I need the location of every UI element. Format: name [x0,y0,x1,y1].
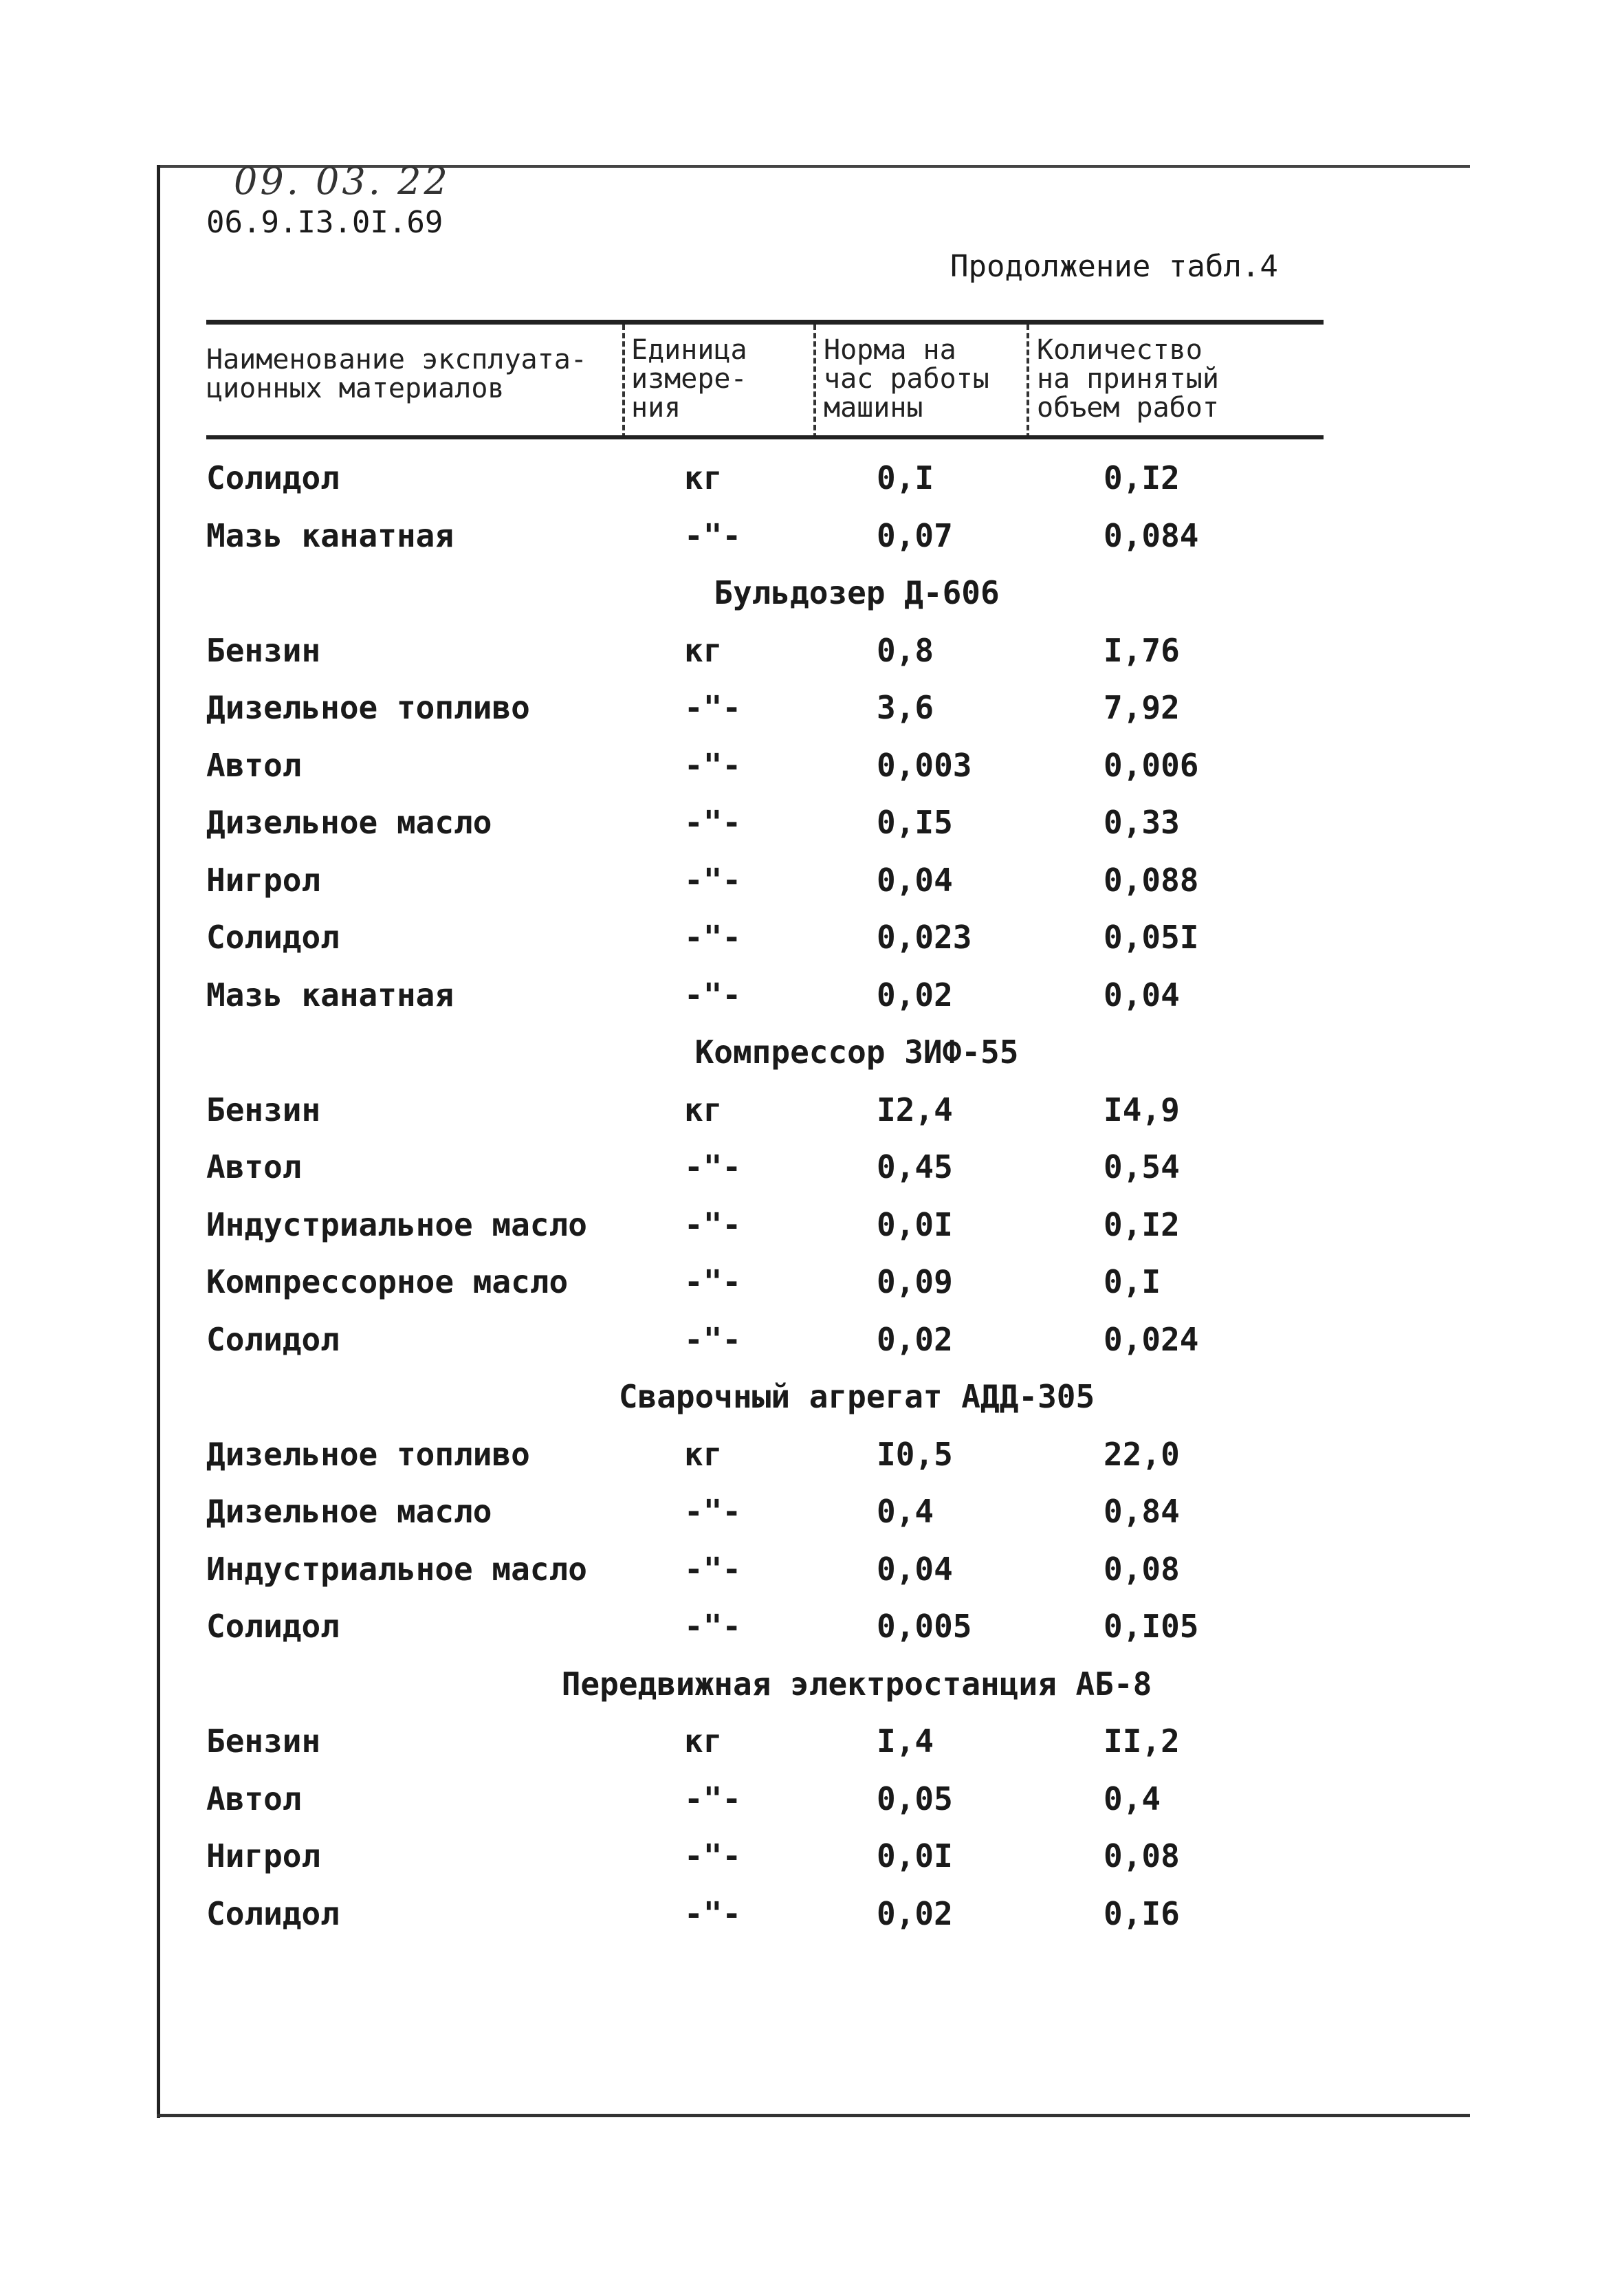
header-quantity: Количество на принятый объем работ [1037,334,1219,424]
quantity-cell: 0,I05 [1104,1608,1199,1645]
table-row [0,1146,1624,1204]
table-row [0,1778,1624,1836]
quantity-cell: II,2 [1104,1723,1180,1760]
table-row [0,630,1624,688]
table-row [0,802,1624,860]
table-row [0,1606,1624,1663]
table-row [0,457,1624,515]
unit-cell: -"- [684,1493,742,1530]
material-name-cell: Дизельное топливо [206,689,530,726]
frame-bottom-line [157,2114,1470,2117]
quantity-cell: 0,I2 [1104,1205,1180,1243]
table-row [0,1089,1624,1147]
unit-cell: кг [684,1435,723,1473]
quantity-cell: 0,I2 [1104,459,1180,496]
table-row [0,1434,1624,1491]
norm-cell: 0,09 [877,1263,953,1300]
material-name-cell: Мазь канатная [206,516,454,554]
table-row [0,1204,1624,1262]
norm-cell: 0,07 [877,516,953,554]
quantity-cell: 0,04 [1104,976,1180,1014]
quantity-cell: 0,08 [1104,1550,1180,1588]
unit-cell: -"- [684,976,742,1014]
header-norm-per-hour: Норма на час работы машины [824,334,989,424]
unit-cell: -"- [684,1550,742,1588]
table-row [0,1835,1624,1893]
material-name-cell: Автол [206,746,302,784]
section-title: Сварочный агрегат АДД-305 [618,1378,1095,1415]
header-column-separator [622,325,625,439]
quantity-cell: 0,I [1104,1263,1161,1300]
material-name-cell: Солидол [206,1320,340,1358]
material-name-cell: Индустриальное масло [206,1205,587,1243]
quantity-cell: 0,54 [1104,1148,1180,1185]
unit-cell: -"- [684,1608,742,1645]
norm-cell: 0,05 [877,1780,953,1817]
norm-cell: 0,I5 [877,804,953,841]
unit-cell: -"- [684,689,742,726]
norm-cell: 0,005 [877,1608,972,1645]
quantity-cell: 0,08 [1104,1837,1180,1874]
material-name-cell: Бензин [206,631,321,669]
material-name-cell: Дизельное топливо [206,1435,530,1473]
material-name-cell: Солидол [206,1894,340,1932]
table-row [0,1720,1624,1778]
header-unit: Единица измере- ния [631,334,747,424]
quantity-cell: 0,I6 [1104,1894,1180,1932]
quantity-cell: 0,4 [1104,1780,1161,1817]
unit-cell: -"- [684,1263,742,1300]
material-name-cell: Нигрол [206,861,321,899]
norm-cell: 0,04 [877,1550,953,1588]
table-row [0,1549,1624,1606]
unit-cell: -"- [684,861,742,899]
norm-cell: 0,4 [877,1493,934,1530]
section-title: Передвижная электростанция АБ-8 [561,1665,1152,1703]
norm-cell: 0,02 [877,976,953,1014]
material-name-cell: Автол [206,1148,302,1185]
handwritten-code: 09. 03. 22 [234,160,450,203]
section-title: Бульдозер Д-606 [714,574,1000,611]
header-column-separator [813,325,816,439]
header-top-rule [206,320,1324,325]
unit-cell: -"- [684,1320,742,1358]
material-name-cell: Компрессорное масло [206,1263,569,1300]
unit-cell: -"- [684,516,742,554]
norm-cell: 0,04 [877,861,953,899]
table-continuation-label: Продолжение табл.4 [950,249,1278,284]
unit-cell: кг [684,1723,723,1760]
unit-cell: кг [684,631,723,669]
section-title: Компрессор ЗИФ-55 [694,1034,1019,1071]
section-heading-row [0,1663,1624,1721]
table-row [0,1491,1624,1549]
norm-cell: I2,4 [877,1091,953,1128]
quantity-cell: 0,05I [1104,919,1199,956]
quantity-cell: 0,006 [1104,746,1199,784]
unit-cell: -"- [684,1837,742,1874]
table-row [0,515,1624,573]
table-body [0,457,1624,1950]
norm-cell: 0,45 [877,1148,953,1185]
norm-cell: 0,0I [877,1837,953,1874]
table-row [0,1261,1624,1319]
quantity-cell: 0,084 [1104,516,1199,554]
quantity-cell: 0,088 [1104,861,1199,899]
material-name-cell: Индустриальное масло [206,1550,587,1588]
header-bottom-rule [206,435,1324,439]
unit-cell: -"- [684,804,742,841]
material-name-cell: Бензин [206,1091,321,1128]
material-name-cell: Солидол [206,919,340,956]
norm-cell: 0,003 [877,746,972,784]
norm-cell: 0,8 [877,631,934,669]
unit-cell: -"- [684,1205,742,1243]
material-name-cell: Солидол [206,1608,340,1645]
unit-cell: -"- [684,919,742,956]
header-column-separator [1027,325,1029,439]
table-row [0,1319,1624,1377]
quantity-cell: 0,024 [1104,1320,1199,1358]
norm-cell: I,4 [877,1723,934,1760]
material-name-cell: Автол [206,1780,302,1817]
material-name-cell: Бензин [206,1723,321,1760]
table-row [0,860,1624,917]
norm-cell: 0,02 [877,1894,953,1932]
quantity-cell: I,76 [1104,631,1180,669]
quantity-cell: 0,33 [1104,804,1180,841]
unit-cell: кг [684,459,723,496]
header-material-name: Наименование эксплуата- ционных материалов [206,344,587,404]
norm-cell: 0,0I [877,1205,953,1243]
unit-cell: -"- [684,746,742,784]
norm-cell: 0,I [877,459,934,496]
unit-cell: кг [684,1091,723,1128]
quantity-cell: 7,92 [1104,689,1180,726]
table-row [0,974,1624,1032]
norm-cell: 0,023 [877,919,972,956]
material-name-cell: Солидол [206,459,340,496]
unit-cell: -"- [684,1148,742,1185]
document-code: 06.9.I3.0I.69 [206,205,443,240]
unit-cell: -"- [684,1894,742,1932]
norm-cell: 0,02 [877,1320,953,1358]
section-heading-row [0,1376,1624,1434]
table-row [0,687,1624,745]
material-name-cell: Нигрол [206,1837,321,1874]
quantity-cell: I4,9 [1104,1091,1180,1128]
quantity-cell: 0,84 [1104,1493,1180,1530]
material-name-cell: Мазь канатная [206,976,454,1014]
quantity-cell: 22,0 [1104,1435,1180,1473]
unit-cell: -"- [684,1780,742,1817]
section-heading-row [0,1031,1624,1089]
table-row [0,745,1624,802]
norm-cell: 3,6 [877,689,934,726]
norm-cell: I0,5 [877,1435,953,1473]
table-row [0,917,1624,974]
material-name-cell: Дизельное масло [206,1493,492,1530]
material-name-cell: Дизельное масло [206,804,492,841]
table-row [0,1893,1624,1951]
section-heading-row [0,572,1624,630]
